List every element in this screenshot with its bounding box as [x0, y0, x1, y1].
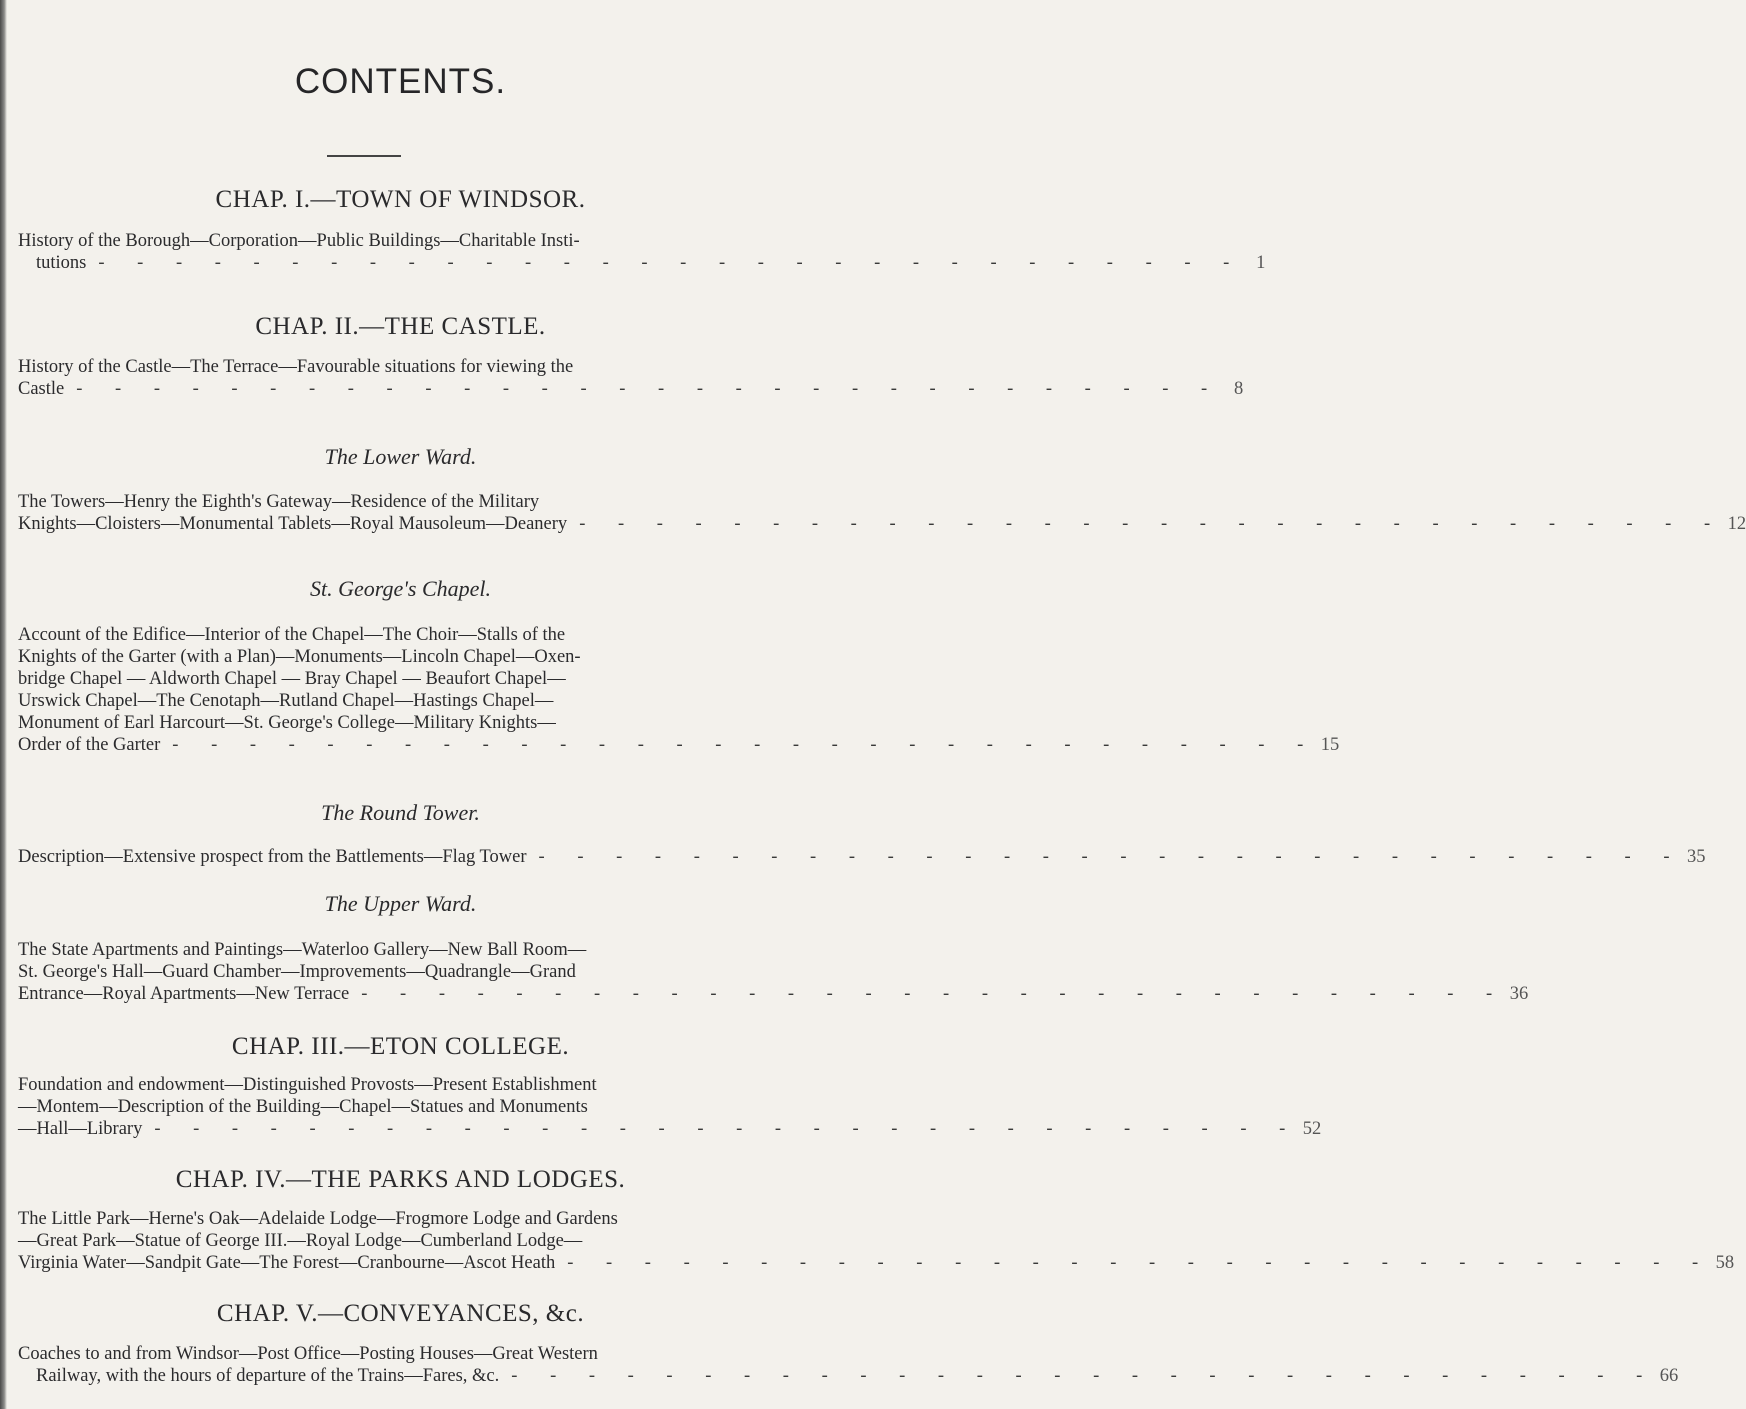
- dot-leaders: - - - - - - - - - - - - - - - - - - - - - - - - - - - - - -: [98, 253, 1244, 273]
- entry-line: Foundation and endowment—Distinguished Provosts—Present Establishment: [18, 1075, 597, 1095]
- toc-entry-castle-history: [18, 356, 1244, 400]
- entry-line: —Great Park—Statue of George III.—Royal Lodge—Cumberland Lodge—: [18, 1231, 583, 1251]
- dot-leaders: - - - - - - - - - - - - - - - - - - - - - - - - - - - - - -: [154, 1119, 1300, 1139]
- entry-line: —Montem—Description of the Building—Chapel—Statues and Monuments: [18, 1097, 588, 1117]
- toc-entry-borough: [18, 230, 1266, 274]
- page-number: 15: [1320, 735, 1340, 755]
- page-number: 58: [1715, 1253, 1735, 1273]
- page-number: 1: [1256, 253, 1266, 273]
- section-heading-lower-ward: The Lower Ward.: [324, 444, 477, 469]
- entry-line: tutions: [36, 253, 87, 273]
- entry-line: Knights of the Garter (with a Plan)—Monuments—Lincoln Chapel—Oxen-: [18, 647, 581, 667]
- entry-last-line: [18, 378, 1244, 400]
- page-title: CONTENTS.: [294, 62, 507, 101]
- chapter-heading-4: CHAP. IV.—THE PARKS AND LODGES.: [175, 1166, 626, 1193]
- chapter-heading-5: CHAP. V.—CONVEYANCES, &c.: [216, 1300, 585, 1327]
- page-number: 66: [1659, 1366, 1679, 1386]
- toc-entry-eton-college: [18, 1074, 1322, 1140]
- entry-line: Monument of Earl Harcourt—St. George's College—Military Knights—: [18, 713, 556, 733]
- entry-line: History of the Borough—Corporation—Public Buildings—Charitable Insti-: [18, 231, 580, 251]
- dot-leaders: - - - - - - - - - - - - - - - - - - - - - - - - - - - - - -: [76, 379, 1222, 399]
- title-rule: [327, 155, 401, 157]
- entry-line: St. George's Hall—Guard Chamber—Improvements—Quadrangle—Grand: [18, 962, 576, 982]
- entry-line: The State Apartments and Paintings—Waterloo Gallery—New Ball Room—: [18, 940, 587, 960]
- section-heading-upper-ward: The Upper Ward.: [324, 891, 477, 916]
- entry-line: Urswick Chapel—The Cenotaph—Rutland Chapel—Hastings Chapel—: [18, 691, 554, 711]
- dot-leaders: - - - - - - - - - - - - - - - - - - - - - - - - - - - - - -: [579, 514, 1725, 534]
- page-number: 36: [1509, 984, 1529, 1004]
- entry-last-line: [18, 846, 1706, 868]
- dot-leaders: - - - - - - - - - - - - - - - - - - - - - - - - - - - - - -: [172, 735, 1318, 755]
- entry-last-line: [18, 252, 1266, 274]
- entry-line: The Towers—Henry the Eighth's Gateway—Residence of the Military: [18, 492, 540, 512]
- entry-line: Coaches to and from Windsor—Post Office—Posting Houses—Great Western: [18, 1344, 598, 1364]
- toc-entry-parks-lodges: [18, 1208, 1735, 1274]
- entry-line: Railway, with the hours of departure of the Trains—Fares, &c.: [36, 1366, 500, 1386]
- toc-entry-upper-ward: [18, 939, 1529, 1005]
- page-number: 35: [1687, 847, 1706, 867]
- dot-leaders: - - - - - - - - - - - - - - - - - - - - - - - - - - - - - -: [567, 1253, 1713, 1273]
- dot-leaders: - - - - - - - - - - - - - - - - - - - - - - - - - - - - - -: [361, 984, 1507, 1004]
- entry-line: Knights—Cloisters—Monumental Tablets—Royal Mausoleum—Deanery: [18, 514, 568, 534]
- entry-line: Order of the Garter: [18, 735, 161, 755]
- toc-entry-conveyances: [18, 1343, 1679, 1387]
- entry-last-line: [18, 1252, 1735, 1274]
- section-heading-st-georges-chapel: St. George's Chapel.: [309, 576, 492, 601]
- entry-line: bridge Chapel — Aldworth Chapel — Bray Chapel — Beaufort Chapel—: [18, 669, 566, 689]
- dot-leaders: - - - - - - - - - - - - - - - - - - - - - - - - - - - - - -: [538, 847, 1684, 867]
- entry-last-line: [18, 513, 1746, 535]
- section-heading-round-tower: The Round Tower.: [321, 800, 480, 825]
- toc-entry-st-georges-chapel: [18, 624, 1340, 756]
- dot-leaders: - - - - - - - - - - - - - - - - - - - - - - - - - - - - - -: [511, 1366, 1657, 1386]
- chapter-heading-1: CHAP. I.—TOWN OF WINDSOR.: [215, 186, 586, 213]
- entry-line: —Hall—Library: [18, 1119, 143, 1139]
- entry-line: Account of the Edifice—Interior of the Chapel—The Choir—Stalls of the: [18, 625, 566, 645]
- entry-line: Castle: [18, 379, 65, 399]
- entry-line: The Little Park—Herne's Oak—Adelaide Lodge—Frogmore Lodge and Gardens: [18, 1209, 618, 1229]
- page-number: 8: [1233, 379, 1244, 399]
- entry-line: Virginia Water—Sandpit Gate—The Forest—Cranbourne—Ascot Heath: [18, 1253, 556, 1273]
- entry-last-line: [18, 1118, 1322, 1140]
- entry-line: Description—Extensive prospect from the Battlements—Flag Tower: [18, 847, 527, 867]
- entry-last-line: [18, 983, 1529, 1005]
- entry-last-line: [18, 1365, 1679, 1387]
- page-number: 12: [1727, 514, 1746, 534]
- page-number: 52: [1302, 1119, 1322, 1139]
- entry-line: History of the Castle—The Terrace—Favourable situations for viewing the: [18, 357, 574, 377]
- toc-entry-round-tower: [18, 846, 1706, 868]
- chapter-heading-3: CHAP. III.—ETON COLLEGE.: [231, 1033, 570, 1060]
- entry-line: Entrance—Royal Apartments—New Terrace: [18, 984, 350, 1004]
- toc-entry-lower-ward: [18, 491, 1746, 535]
- chapter-heading-2: CHAP. II.—THE CASTLE.: [255, 313, 546, 340]
- entry-last-line: [18, 734, 1340, 756]
